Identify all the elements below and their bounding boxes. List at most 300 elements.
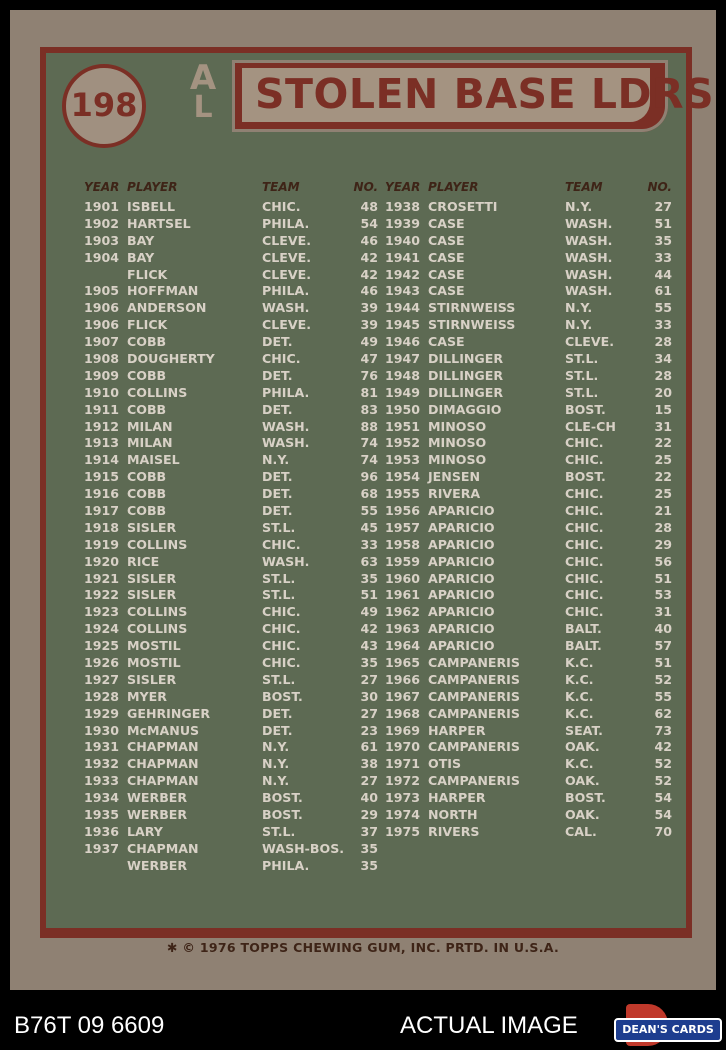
table-row [385,570,672,587]
table-row [385,367,672,384]
team-cell: CLE-CH [565,418,616,434]
table-row [385,333,672,350]
year-cell: 1975 [385,823,421,839]
no-cell: 29 [654,536,672,552]
team-cell: N.Y. [565,198,593,214]
player-cell: DILLINGER [428,350,504,366]
year-cell: 1949 [385,384,421,400]
player-cell: HARPER [428,722,486,738]
header-team: TEAM [565,180,603,194]
player-cell: COBB [127,469,167,485]
table-row [385,451,672,468]
player-cell: MILAN [127,418,173,434]
player-cell: CASE [428,232,465,248]
no-cell: 31 [654,418,672,434]
player-cell: COLLINS [127,604,188,620]
no-cell: 96 [360,469,379,485]
year-cell: 1905 [84,283,120,299]
year-cell: 1916 [84,486,120,502]
no-cell: 52 [654,671,672,687]
team-cell: BOST. [262,790,303,806]
player-cell: MAISEL [127,452,180,468]
table-row [84,282,378,299]
year-cell: 1931 [84,739,120,755]
no-cell: 21 [654,502,672,518]
year-cell: 1926 [84,654,120,670]
table-row [84,249,378,266]
player-cell: GEHRINGER [127,705,211,721]
no-cell: 48 [360,198,379,214]
player-cell: CAMPANERIS [428,671,520,687]
no-cell: 46 [360,232,379,248]
team-cell: CHIC. [565,452,604,468]
year-cell: 1972 [385,773,421,789]
team-cell: CHIC. [262,621,301,637]
team-cell: CHIC. [565,435,604,451]
player-cell: STIRNWEISS [428,300,516,316]
player-cell: CHAPMAN [127,756,199,772]
table-row [385,401,672,418]
year-cell: 1909 [84,367,120,383]
no-cell: 33 [654,249,672,265]
panel-bottom-border [40,928,692,938]
team-cell: WASH. [565,232,613,248]
team-cell: CLEVE. [262,317,312,333]
player-cell: WERBER [127,857,188,873]
table-row [385,198,672,215]
no-cell: 81 [360,384,379,400]
team-cell: OAK. [565,739,600,755]
player-cell: COBB [127,502,167,518]
year-cell: 1903 [84,232,120,248]
team-cell: K.C. [565,705,594,721]
team-cell: WASH. [565,266,613,282]
team-cell: CHIC. [565,570,604,586]
no-cell: 88 [360,418,379,434]
table-row [385,232,672,249]
player-cell: SISLER [127,671,177,687]
table-row [84,722,378,739]
year-cell: 1911 [84,401,120,417]
no-cell: 27 [360,773,379,789]
year-cell: 1954 [385,469,421,485]
table-row [385,502,672,519]
table-row [84,586,378,603]
year-cell: 1929 [84,705,120,721]
player-cell: MINOSO [428,452,487,468]
team-cell: CLEVE. [262,232,312,248]
player-cell: ANDERSON [127,300,207,316]
year-cell: 1957 [385,519,421,535]
no-cell: 28 [654,367,672,383]
table-row [84,671,378,688]
header-year: YEAR [385,180,421,194]
team-cell: DET. [262,469,293,485]
team-cell: PHILA. [262,857,310,873]
no-cell: 68 [360,486,379,502]
player-cell: CAMPANERIS [428,705,520,721]
player-cell: MYER [127,688,167,704]
table-row [84,688,378,705]
no-cell: 46 [360,283,379,299]
table-row [385,705,672,722]
team-cell: DET. [262,502,293,518]
team-cell: N.Y. [262,773,290,789]
table-row [84,384,378,401]
no-cell: 54 [360,215,379,231]
table-row [84,198,378,215]
player-cell: RICE [127,553,160,569]
league-bottom-letter: L [193,90,213,125]
no-cell: 57 [654,638,672,654]
header-player: PLAYER [428,180,479,194]
table-row [385,536,672,553]
table-row [84,536,378,553]
table-row [385,586,672,603]
table-row [385,215,672,232]
table-row [84,418,378,435]
team-cell: DET. [262,486,293,502]
table-header-row [385,176,672,198]
no-cell: 42 [654,739,672,755]
team-cell: DET. [262,334,293,350]
no-cell: 37 [360,823,379,839]
header-year: YEAR [84,180,120,194]
no-cell: 42 [360,249,379,265]
table-row [385,620,672,637]
no-cell: 52 [654,773,672,789]
table-row [84,519,378,536]
table-row [84,333,378,350]
league-top-letter: A [189,58,217,98]
player-cell: CHAPMAN [127,840,199,856]
leaders-table-right [385,176,672,840]
year-cell: 1944 [385,300,421,316]
table-row [385,739,672,756]
year-cell: 1933 [84,773,120,789]
no-cell: 49 [360,334,379,350]
player-cell: APARICIO [428,638,495,654]
year-cell: 1908 [84,350,120,366]
team-cell: CHIC. [565,502,604,518]
team-cell: CHIC. [565,519,604,535]
player-cell: DOUGHERTY [127,350,215,366]
player-cell: BAY [127,249,155,265]
player-cell: COLLINS [127,384,188,400]
no-cell: 22 [654,435,672,451]
table-row [385,249,672,266]
table-row [385,468,672,485]
no-cell: 35 [654,232,672,248]
cert-number: B76T 09 6609 [14,1012,165,1039]
team-cell: PHILA. [262,215,310,231]
team-cell: WASH. [565,283,613,299]
player-cell: DIMAGGIO [428,401,502,417]
team-cell: CAL. [565,823,597,839]
year-cell: 1914 [84,452,120,468]
year-cell: 1951 [385,418,421,434]
table-row [385,299,672,316]
team-cell: CHIC. [565,486,604,502]
year-cell: 1906 [84,300,120,316]
team-cell: DET. [262,722,293,738]
year-cell: 1956 [385,502,421,518]
team-cell: ST.L. [262,519,296,535]
table-row [84,823,378,840]
player-cell: BAY [127,232,155,248]
copyright-line: ✱ © 1976 TOPPS CHEWING GUM, INC. PRTD. IN U.S.A. [166,940,560,955]
year-cell: 1906 [84,317,120,333]
table-row [84,772,378,789]
team-cell: CHIC. [262,536,301,552]
no-cell: 51 [654,215,672,231]
table-row [84,401,378,418]
team-cell: CHIC. [262,654,301,670]
player-cell: HARPER [428,790,486,806]
player-cell: APARICIO [428,502,495,518]
year-cell: 1974 [385,807,421,822]
year-cell: 1928 [84,688,120,704]
league-initials [168,58,238,125]
no-cell: 70 [654,823,672,839]
team-cell: SEAT. [565,722,603,738]
team-cell: CLEVE. [262,249,312,265]
player-cell: CHAPMAN [127,739,199,755]
team-cell: ST.L. [262,587,296,603]
year-cell: 1930 [84,722,120,738]
table-row [385,384,672,401]
team-cell: CHIC. [565,604,604,620]
no-cell: 54 [654,790,672,806]
year-cell: 1970 [385,739,421,755]
year-cell: 1932 [84,756,120,772]
table-row [84,468,378,485]
table-row [84,215,378,232]
table-row [84,755,378,772]
player-cell: NORTH [428,807,478,822]
player-cell: MOSTIL [127,638,181,654]
table-row [84,789,378,806]
team-cell: WASH. [262,435,310,451]
year-cell: 1964 [385,638,421,654]
card-title: STOLEN BASE LDRS [255,70,715,118]
team-cell: N.Y. [262,756,290,772]
year-cell: 1953 [385,452,421,468]
player-cell: LARY [127,823,163,839]
no-cell: 76 [360,367,379,383]
player-cell: STIRNWEISS [428,317,516,333]
year-cell: 1963 [385,621,421,637]
table-row [385,553,672,570]
table-row [84,266,378,283]
team-cell: BOST. [262,688,303,704]
team-cell: OAK. [565,807,600,822]
year-cell: 1927 [84,671,120,687]
year-cell: 1959 [385,553,421,569]
no-cell: 35 [360,654,379,670]
year-cell: 1919 [84,536,120,552]
year-cell: 1902 [84,215,120,231]
team-cell: CHIC. [565,553,604,569]
player-cell: SISLER [127,519,177,535]
table-row [385,418,672,435]
team-cell: N.Y. [565,317,593,333]
year-cell: 1912 [84,418,120,434]
no-cell: 51 [654,570,672,586]
player-cell: WERBER [127,807,188,822]
table-row [84,367,378,384]
team-cell: WASH. [262,300,310,316]
no-cell: 28 [654,334,672,350]
no-cell: 38 [360,756,379,772]
table-row [84,603,378,620]
player-cell: COBB [127,486,167,502]
no-cell: 45 [360,519,379,535]
team-cell: PHILA. [262,283,310,299]
table-row [385,485,672,502]
team-cell: CHIC. [262,638,301,654]
no-cell: 51 [654,654,672,670]
player-cell: CASE [428,249,465,265]
player-cell: CASE [428,215,465,231]
player-cell: SISLER [127,587,177,603]
year-cell: 1965 [385,654,421,670]
year-cell: 1936 [84,823,120,839]
player-cell: APARICIO [428,621,495,637]
team-cell: BALT. [565,621,602,637]
player-cell: CASE [428,283,465,299]
no-cell: 40 [360,790,379,806]
table-row [84,350,378,367]
player-cell: CASE [428,266,465,282]
table-row [385,637,672,654]
year-cell: 1950 [385,401,421,417]
logo-text: DEAN'S CARDS [614,1018,722,1042]
team-cell: DET. [262,705,293,721]
player-cell: MINOSO [428,435,487,451]
player-cell: ISBELL [127,198,176,214]
table-row [84,502,378,519]
team-cell: N.Y. [262,452,290,468]
team-cell: N.Y. [565,300,593,316]
year-cell: 1943 [385,283,421,299]
year-cell: 1968 [385,705,421,721]
table-row [385,806,672,823]
team-cell: ST.L. [262,823,296,839]
table-row [84,840,378,857]
player-cell: CASE [428,334,465,350]
table-row [84,434,378,451]
no-cell: 23 [360,722,379,738]
year-cell: 1942 [385,266,421,282]
year-cell [84,857,127,874]
table-row [385,688,672,705]
player-cell: COBB [127,334,167,350]
player-cell: APARICIO [428,536,495,552]
player-cell: HARTSEL [127,215,191,231]
year-cell [84,266,127,283]
team-cell: ST.L. [565,384,599,400]
no-cell: 52 [654,756,672,772]
year-cell: 1971 [385,756,421,772]
table-row [385,671,672,688]
no-cell: 39 [360,317,379,333]
table-row [385,654,672,671]
year-cell: 1939 [385,215,421,231]
leaders-table-left [84,176,378,874]
team-cell: K.C. [565,654,594,670]
team-cell: K.C. [565,671,594,687]
year-cell: 1918 [84,519,120,535]
header-no: NO. [353,180,379,194]
year-cell: 1917 [84,502,120,518]
table-row [385,789,672,806]
no-cell: 25 [654,486,672,502]
year-cell: 1937 [84,840,120,856]
year-cell: 1967 [385,688,421,704]
table-row [84,620,378,637]
no-cell: 31 [654,604,672,620]
team-cell: BOST. [262,807,303,822]
table-row [84,806,378,823]
year-cell: 1940 [385,232,421,248]
header-team: TEAM [262,180,300,194]
player-cell: JENSEN [428,469,481,485]
no-cell: 61 [654,283,672,299]
player-cell: CHAPMAN [127,773,199,789]
no-cell: 55 [360,502,379,518]
player-cell: CAMPANERIS [428,688,520,704]
player-cell: WERBER [127,790,188,806]
no-cell: 53 [654,587,672,603]
player-cell: HOFFMAN [127,283,199,299]
table-row [84,232,378,249]
no-cell: 63 [360,553,379,569]
table-row [84,485,378,502]
player-cell: FLICK [127,317,168,333]
no-cell: 54 [654,807,672,822]
table-row [84,857,378,874]
no-cell: 49 [360,604,379,620]
team-cell: WASH. [262,553,310,569]
no-cell: 83 [360,401,379,417]
player-cell: DILLINGER [428,367,504,383]
no-cell: 35 [360,570,379,586]
team-cell: WASH. [262,418,310,434]
table-row [84,553,378,570]
player-cell: COBB [127,367,167,383]
baseball-icon [62,64,146,148]
team-cell: CHIC. [565,536,604,552]
year-cell: 1925 [84,638,120,654]
team-cell: ST.L. [262,570,296,586]
table-row [385,772,672,789]
no-cell: 39 [360,300,379,316]
team-cell: K.C. [565,688,594,704]
player-cell: APARICIO [428,587,495,603]
team-cell: BALT. [565,638,602,654]
year-cell: 1920 [84,553,120,569]
player-cell: APARICIO [428,570,495,586]
year-cell: 1947 [385,350,421,366]
table-row [84,637,378,654]
deans-cards-logo [614,1004,720,1048]
team-cell: CHIC. [262,198,301,214]
right-table-body [385,198,672,840]
year-cell: 1946 [385,334,421,350]
no-cell: 62 [654,705,672,721]
player-cell: DILLINGER [428,384,504,400]
